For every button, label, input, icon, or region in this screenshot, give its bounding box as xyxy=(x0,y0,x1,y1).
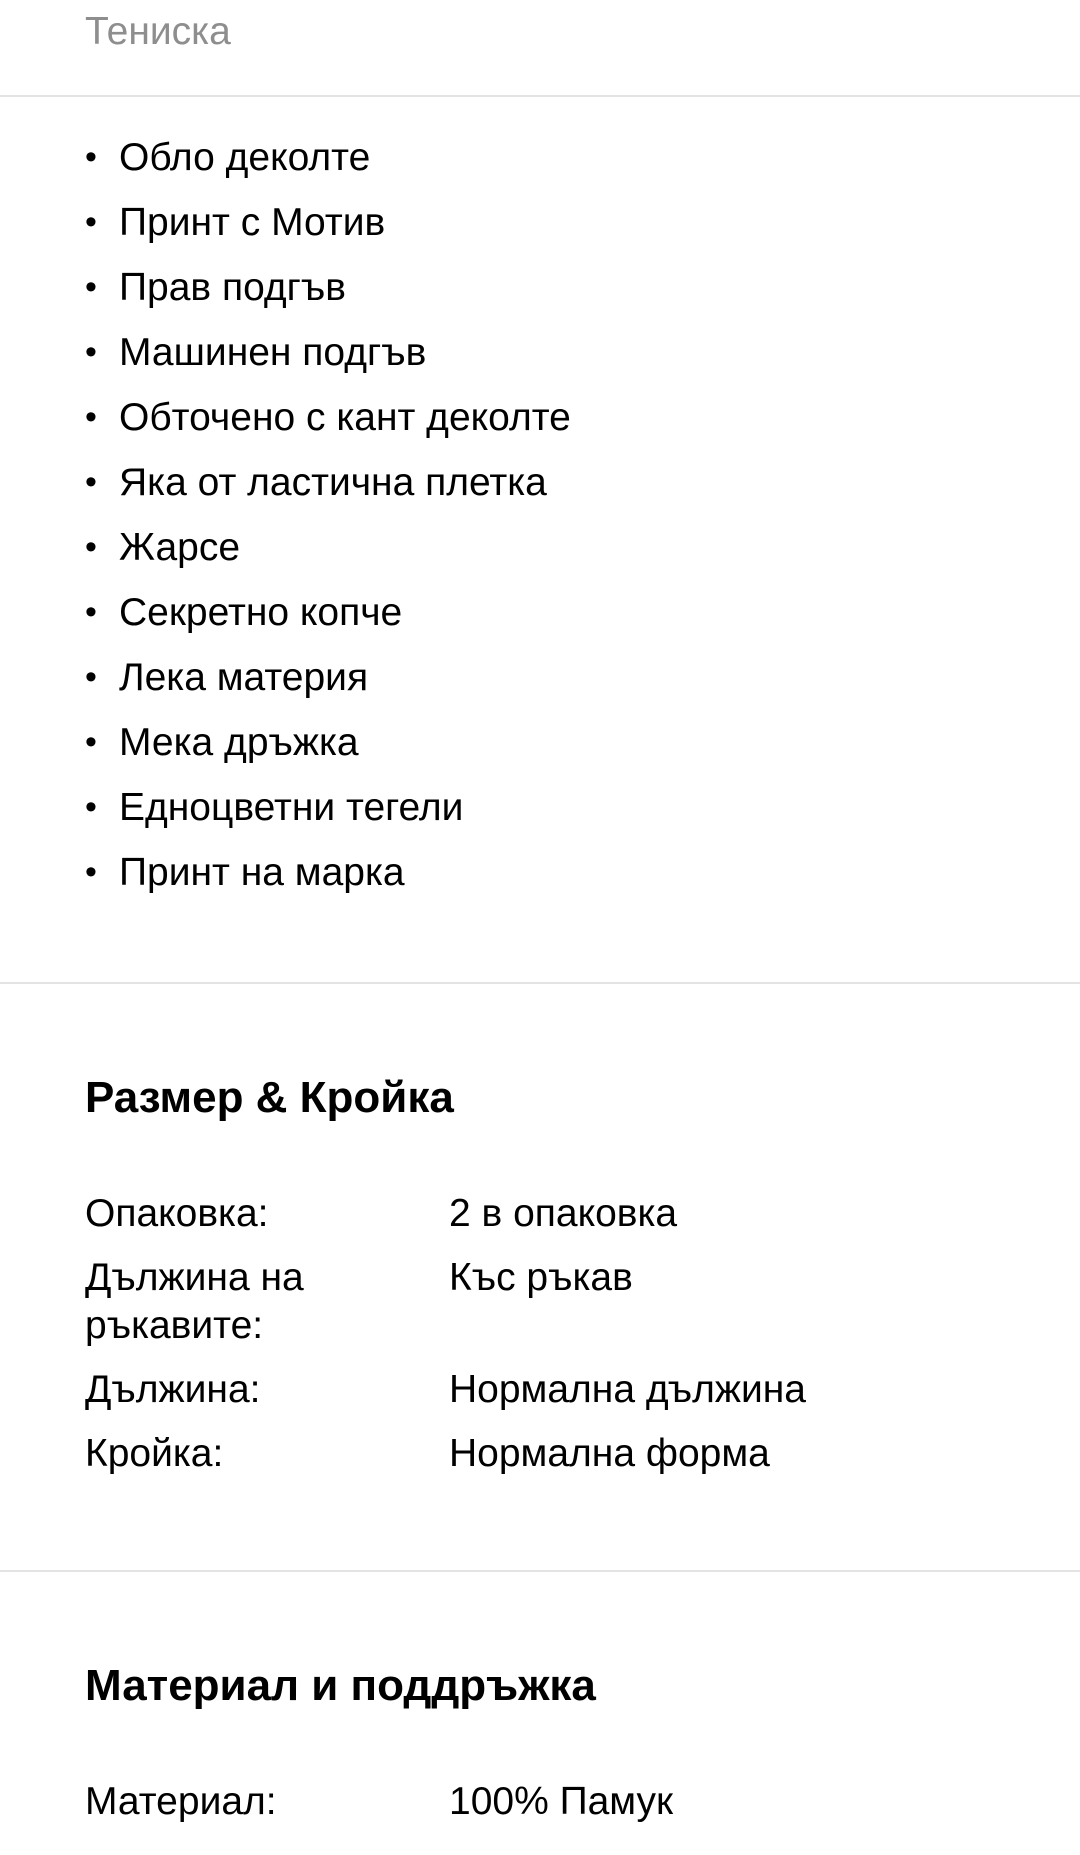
spec-label: Опаковка: xyxy=(85,1192,269,1235)
spec-label: Дължина на ръкавите: xyxy=(85,1256,304,1347)
feature-text: Прав подгъв xyxy=(119,266,346,309)
feature-text: Обло деколте xyxy=(119,136,371,179)
list-item xyxy=(85,385,571,450)
list-item xyxy=(85,255,571,320)
bullet-icon: • xyxy=(85,788,97,826)
list-item xyxy=(85,125,571,190)
bullet-icon: • xyxy=(85,593,97,631)
spec-row xyxy=(85,1254,1025,1350)
feature-text: Принт на марка xyxy=(119,851,405,894)
spec-row xyxy=(85,1430,1025,1478)
list-item xyxy=(85,580,571,645)
feature-text: Едноцветни тегели xyxy=(119,786,464,829)
feature-text: Лека материя xyxy=(119,656,369,699)
feature-text: Принт с Мотив xyxy=(119,201,386,244)
product-type-label: Тениска xyxy=(85,10,231,53)
spec-label: Дължина: xyxy=(85,1368,261,1411)
feature-list xyxy=(85,125,571,905)
spec-label: Кройка: xyxy=(85,1432,224,1475)
bullet-icon: • xyxy=(85,138,97,176)
bullet-icon: • xyxy=(85,268,97,306)
size-fit-table xyxy=(85,1190,1025,1494)
list-item xyxy=(85,645,571,710)
spec-value: Къс ръкав xyxy=(449,1256,633,1299)
size-fit-title: Размер & Кройка xyxy=(85,1073,454,1122)
bullet-icon: • xyxy=(85,723,97,761)
bullet-icon: • xyxy=(85,528,97,566)
divider-size-fit xyxy=(0,1570,1080,1572)
feature-text: Обточено с кант деколте xyxy=(119,396,571,439)
list-item xyxy=(85,710,571,775)
spec-row xyxy=(85,1190,1025,1238)
bullet-icon: • xyxy=(85,658,97,696)
feature-text: Секретно копче xyxy=(119,591,403,634)
spec-label: Материал: xyxy=(85,1780,277,1823)
bullet-icon: • xyxy=(85,398,97,436)
spec-value: Нормална дължина xyxy=(449,1368,806,1411)
list-item xyxy=(85,320,571,385)
spec-row xyxy=(85,1366,1025,1414)
bullet-icon: • xyxy=(85,333,97,371)
material-care-table xyxy=(85,1778,1025,1842)
spec-row xyxy=(85,1778,1025,1826)
feature-text: Жарсе xyxy=(119,526,241,569)
spec-value: Нормална форма xyxy=(449,1432,770,1475)
bullet-icon: • xyxy=(85,463,97,501)
feature-text: Мека дръжка xyxy=(119,721,359,764)
divider-features xyxy=(0,982,1080,984)
list-item xyxy=(85,840,571,905)
list-item xyxy=(85,190,571,255)
list-item xyxy=(85,775,571,840)
feature-text: Машинен подгъв xyxy=(119,331,427,374)
bullet-icon: • xyxy=(85,853,97,891)
divider-top xyxy=(0,95,1080,97)
feature-text: Яка от ластична плетка xyxy=(119,461,547,504)
spec-value: 100% Памук xyxy=(449,1780,674,1823)
spec-value: 2 в опаковка xyxy=(449,1192,678,1235)
material-care-title: Материал и поддръжка xyxy=(85,1661,596,1710)
list-item xyxy=(85,515,571,580)
list-item xyxy=(85,450,571,515)
bullet-icon: • xyxy=(85,203,97,241)
